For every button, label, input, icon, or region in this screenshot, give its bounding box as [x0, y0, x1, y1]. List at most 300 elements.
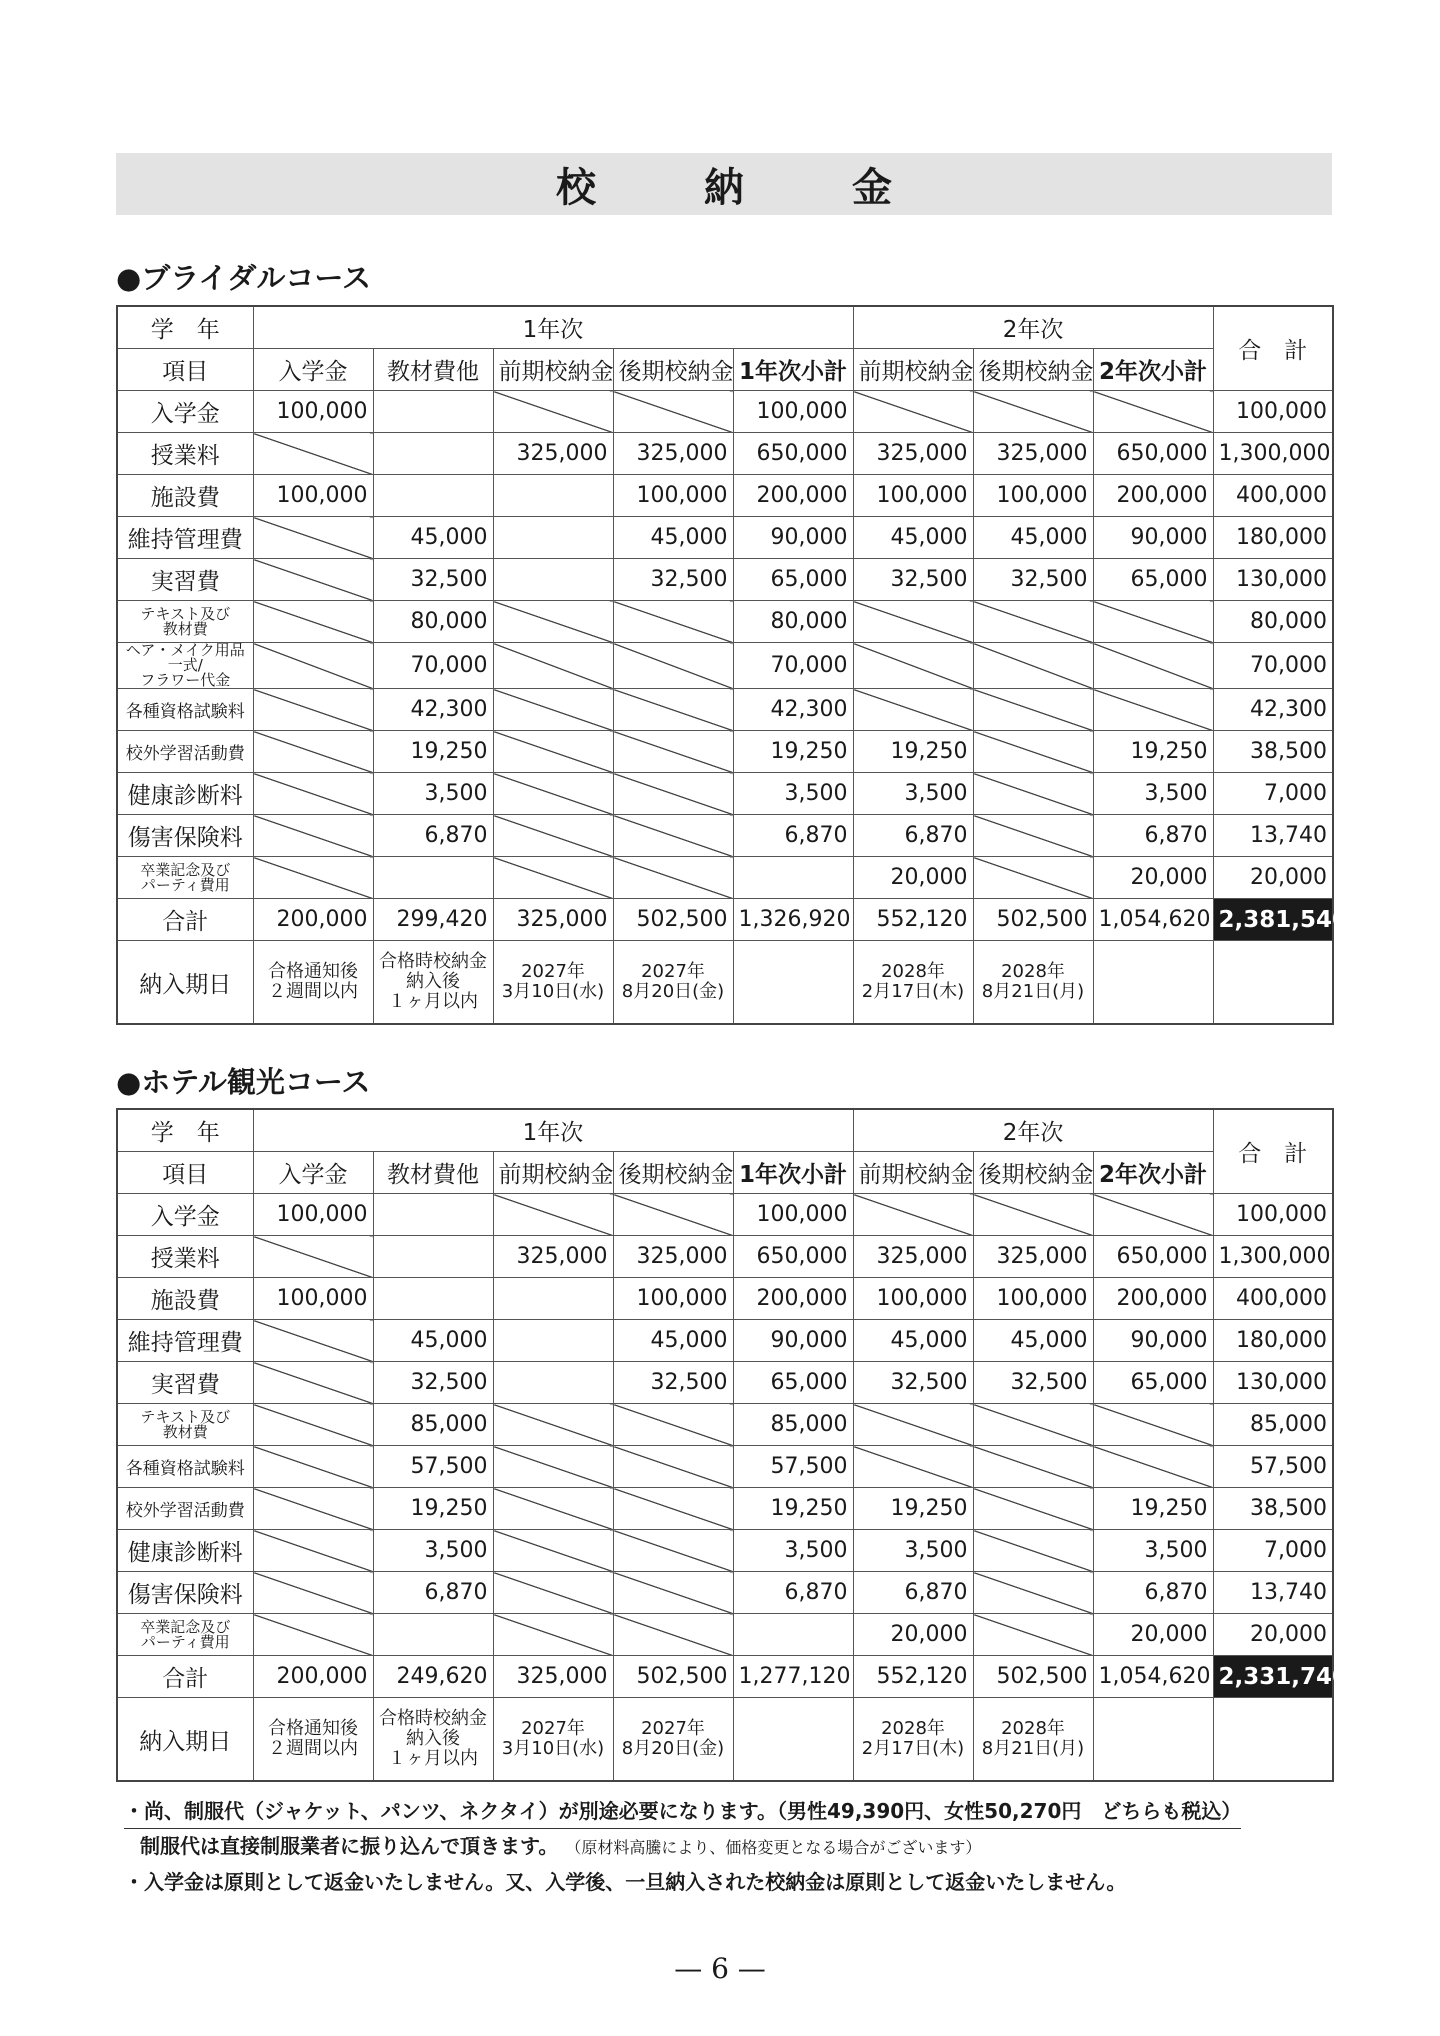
row-total: 20,000 [1213, 1614, 1333, 1656]
table-cell: 3,500 [733, 773, 853, 815]
table-cell [973, 1572, 1093, 1614]
table-row [117, 1194, 1333, 1236]
table-cell [373, 433, 493, 475]
text-line: テキスト及び [140, 604, 231, 623]
table-cell [613, 391, 733, 433]
due-date-cell [1093, 941, 1213, 1025]
table-cell: 650,000 [1093, 433, 1213, 475]
table-cell: 325,000 [613, 1236, 733, 1278]
text-line: 合格通知後 [268, 961, 358, 982]
table-cell [1093, 601, 1213, 643]
table-cell [853, 1446, 973, 1488]
table-cell: 3,500 [733, 1530, 853, 1572]
table-cell [613, 731, 733, 773]
row-total: 180,000 [1213, 517, 1333, 559]
table-cell [1093, 643, 1213, 689]
table-cell: 90,000 [1093, 1320, 1213, 1362]
row-total: 7,000 [1213, 1530, 1333, 1572]
table-cell: 45,000 [973, 517, 1093, 559]
text-line: 卒業記念及び [140, 860, 231, 879]
table-cell: 65,000 [733, 559, 853, 601]
table-cell: 6,870 [853, 1572, 973, 1614]
table-cell: 19,250 [373, 1488, 493, 1530]
note-uniform-payment: 制服代は直接制服業者に振り込んで頂きます。 [140, 1834, 559, 1858]
table-cell: 3,500 [853, 773, 973, 815]
table-cell: 45,000 [613, 517, 733, 559]
text-line: １ヶ月以内 [388, 991, 478, 1012]
table-cell [973, 391, 1093, 433]
table-cell: 200,000 [1093, 1278, 1213, 1320]
table-cell [613, 689, 733, 731]
column-header: 1年次小計 [733, 1152, 853, 1194]
table-cell: 6,870 [733, 815, 853, 857]
table-cell: 3,500 [373, 773, 493, 815]
table-cell: 325,000 [613, 433, 733, 475]
row-label: 入学金 [117, 1194, 253, 1236]
due-date-cell [253, 1698, 373, 1782]
table-cell: 80,000 [733, 601, 853, 643]
row-total: 13,740 [1213, 1572, 1333, 1614]
table-cell [613, 1530, 733, 1572]
table-cell: 200,000 [733, 1278, 853, 1320]
table-cell: 32,500 [373, 1362, 493, 1404]
table-cell [253, 517, 373, 559]
text-line: １ヶ月以内 [388, 1748, 478, 1769]
row-total: 130,000 [1213, 559, 1333, 601]
table-cell [493, 1194, 613, 1236]
header-item-label: 項目 [117, 349, 253, 391]
table-row [117, 1572, 1333, 1614]
table-cell [973, 1614, 1093, 1656]
table-cell: 32,500 [853, 559, 973, 601]
due-date-label: 納入期日 [117, 941, 253, 1025]
table-cell: 3,500 [1093, 773, 1213, 815]
sum-cell: 200,000 [253, 1656, 373, 1698]
table-cell: 85,000 [733, 1404, 853, 1446]
table-cell: 42,300 [373, 689, 493, 731]
column-header: 後期校納金 [613, 1152, 733, 1194]
table-cell [853, 601, 973, 643]
table-cell [493, 1614, 613, 1656]
header-row [117, 349, 1333, 391]
text-line: 2027年 [521, 961, 585, 982]
column-header: 2年次小計 [1093, 349, 1213, 391]
row-label: 入学金 [117, 391, 253, 433]
row-total: 180,000 [1213, 1320, 1333, 1362]
table-cell: 19,250 [853, 731, 973, 773]
row-label: 各種資格試験料 [117, 689, 253, 731]
table-row [117, 643, 1333, 689]
header-year2: 2年次 [853, 306, 1213, 349]
table-cell [493, 1446, 613, 1488]
table-cell: 200,000 [1093, 475, 1213, 517]
row-label [117, 857, 253, 899]
table-row [117, 433, 1333, 475]
header-row [117, 1109, 1333, 1152]
due-date-row [117, 941, 1333, 1025]
table-cell: 32,500 [853, 1362, 973, 1404]
table-cell: 19,250 [733, 1488, 853, 1530]
row-total: 1,300,000 [1213, 1236, 1333, 1278]
table-cell: 100,000 [973, 475, 1093, 517]
table-cell: 19,250 [1093, 731, 1213, 773]
table-cell [613, 1488, 733, 1530]
table-cell [253, 1236, 373, 1278]
table-row [117, 1488, 1333, 1530]
table-row [117, 773, 1333, 815]
text-line: パーティ費用 [140, 1632, 230, 1651]
table-cell: 100,000 [253, 1278, 373, 1320]
table-cell [253, 1404, 373, 1446]
table-cell [253, 689, 373, 731]
table-cell: 90,000 [1093, 517, 1213, 559]
table-cell: 20,000 [853, 1614, 973, 1656]
row-label: 授業料 [117, 433, 253, 475]
text-line: ２週間以内 [268, 1738, 358, 1759]
table-cell [613, 1614, 733, 1656]
text-line: 8月21日(月) [981, 981, 1085, 1002]
table-cell: 45,000 [853, 1320, 973, 1362]
table-cell: 325,000 [973, 433, 1093, 475]
due-date-cell [853, 1698, 973, 1782]
table-cell [493, 731, 613, 773]
text-line: 合格時校納金 [379, 1708, 487, 1729]
row-label: 施設費 [117, 475, 253, 517]
table-cell [253, 1488, 373, 1530]
row-total: 130,000 [1213, 1362, 1333, 1404]
table-cell: 20,000 [853, 857, 973, 899]
column-header: 2年次小計 [1093, 1152, 1213, 1194]
due-date-label: 納入期日 [117, 1698, 253, 1782]
table-cell: 80,000 [373, 601, 493, 643]
table-cell [613, 1572, 733, 1614]
table-cell: 70,000 [373, 643, 493, 689]
table-cell: 90,000 [733, 1320, 853, 1362]
due-date-cell [733, 1698, 853, 1782]
table-cell [253, 731, 373, 773]
text-line: 納入後 [406, 971, 460, 992]
row-label: 授業料 [117, 1236, 253, 1278]
table-cell [1093, 689, 1213, 731]
page-number: — 6 — [674, 1952, 766, 1985]
table-cell [853, 643, 973, 689]
table-cell: 325,000 [493, 433, 613, 475]
due-date-cell [373, 1698, 493, 1782]
text-line: 8月20日(金) [621, 1738, 725, 1759]
table-cell [253, 559, 373, 601]
header-year1: 1年次 [253, 1109, 853, 1152]
table-cell: 325,000 [853, 1236, 973, 1278]
table-cell [613, 773, 733, 815]
sum-cell: 1,277,120 [733, 1656, 853, 1698]
table-cell: 100,000 [733, 391, 853, 433]
row-total: 38,500 [1213, 1488, 1333, 1530]
row-label: 校外学習活動費 [117, 1488, 253, 1530]
sum-cell: 325,000 [493, 899, 613, 941]
row-total: 57,500 [1213, 1446, 1333, 1488]
table-cell: 32,500 [373, 559, 493, 601]
column-header: 入学金 [253, 1152, 373, 1194]
table-cell [253, 1362, 373, 1404]
table-row [117, 601, 1333, 643]
table-cell [253, 1446, 373, 1488]
table-cell: 6,870 [1093, 815, 1213, 857]
table-cell: 45,000 [373, 1320, 493, 1362]
table-cell [253, 643, 373, 689]
sum-cell: 1,054,620 [1093, 899, 1213, 941]
sum-cell: 502,500 [973, 1656, 1093, 1698]
column-header: 教材費他 [373, 1152, 493, 1194]
table-row [117, 475, 1333, 517]
table-cell: 325,000 [973, 1236, 1093, 1278]
table-cell: 3,500 [1093, 1530, 1213, 1572]
table-cell [493, 857, 613, 899]
text-line: 2月17日(木) [861, 981, 965, 1002]
grand-total: 2,381,540 [1213, 899, 1333, 941]
column-header: 後期校納金 [973, 349, 1093, 391]
table-cell [373, 391, 493, 433]
table-cell [493, 1572, 613, 1614]
text-line: フラワー代金 [140, 671, 231, 689]
table-cell [253, 1530, 373, 1572]
text-line: 8月20日(金) [621, 981, 725, 1002]
row-label [117, 643, 253, 689]
due-date-cell [373, 941, 493, 1025]
text-line: 2028年 [881, 1718, 945, 1739]
table-row [117, 1404, 1333, 1446]
table-cell [973, 643, 1093, 689]
sum-cell: 249,620 [373, 1656, 493, 1698]
row-label: 実習費 [117, 1362, 253, 1404]
text-line: 2027年 [641, 1718, 705, 1739]
header-item-label: 項目 [117, 1152, 253, 1194]
table-row [117, 517, 1333, 559]
text-line: 合格時校納金 [379, 951, 487, 972]
text-line: 2028年 [881, 961, 945, 982]
table-row [117, 857, 1333, 899]
table-row [117, 1236, 1333, 1278]
table-cell: 20,000 [1093, 1614, 1213, 1656]
text-line: 2月17日(木) [861, 1738, 965, 1759]
row-label: 施設費 [117, 1278, 253, 1320]
table-row [117, 1446, 1333, 1488]
sum-cell: 552,120 [853, 1656, 973, 1698]
table-row [117, 731, 1333, 773]
due-date-cell [853, 941, 973, 1025]
table-cell: 650,000 [1093, 1236, 1213, 1278]
sum-cell: 299,420 [373, 899, 493, 941]
fee-table-hotel [116, 1108, 1349, 1782]
table-cell: 100,000 [253, 475, 373, 517]
row-total: 13,740 [1213, 815, 1333, 857]
table-cell: 6,870 [1093, 1572, 1213, 1614]
due-date-cell [1093, 1698, 1213, 1782]
table-row [117, 1278, 1333, 1320]
table-cell [613, 1404, 733, 1446]
table-row [117, 1530, 1333, 1572]
table-cell: 325,000 [853, 433, 973, 475]
header-total: 合 計 [1213, 1109, 1333, 1194]
table-cell [733, 857, 853, 899]
section-title-hotel: ●ホテル観光コース [116, 1065, 371, 1099]
column-header: 前期校納金 [493, 349, 613, 391]
due-date-cell [253, 941, 373, 1025]
table-cell: 45,000 [853, 517, 973, 559]
table-cell [493, 475, 613, 517]
row-label: 実習費 [117, 559, 253, 601]
due-date-cell [493, 1698, 613, 1782]
table-cell: 100,000 [733, 1194, 853, 1236]
header-row [117, 306, 1333, 349]
table-cell [973, 601, 1093, 643]
table-cell [973, 857, 1093, 899]
row-total: 80,000 [1213, 601, 1333, 643]
sum-cell: 325,000 [493, 1656, 613, 1698]
sum-cell: 1,054,620 [1093, 1656, 1213, 1698]
due-date-cell [973, 1698, 1093, 1782]
column-header: 教材費他 [373, 349, 493, 391]
text-line: 2028年 [1001, 961, 1065, 982]
table-cell [973, 1530, 1093, 1572]
table-cell: 57,500 [733, 1446, 853, 1488]
table-row [117, 1614, 1333, 1656]
column-header: 前期校納金 [853, 349, 973, 391]
fee-table-bridal [116, 305, 1349, 1025]
header-row [117, 1152, 1333, 1194]
table-cell: 100,000 [613, 1278, 733, 1320]
table-cell [493, 601, 613, 643]
row-total: 1,300,000 [1213, 433, 1333, 475]
row-label: 維持管理費 [117, 517, 253, 559]
table-cell: 325,000 [493, 1236, 613, 1278]
text-line: ２週間以内 [268, 981, 358, 1002]
table-cell [973, 731, 1093, 773]
text-line: 納入後 [406, 1728, 460, 1749]
table-cell [253, 815, 373, 857]
table-cell [613, 643, 733, 689]
table-cell: 45,000 [973, 1320, 1093, 1362]
row-label: 維持管理費 [117, 1320, 253, 1362]
table-cell: 65,000 [733, 1362, 853, 1404]
due-date-total-cell [1213, 941, 1333, 1025]
due-date-row [117, 1698, 1333, 1782]
table-cell: 19,250 [1093, 1488, 1213, 1530]
text-line: パーティ費用 [140, 875, 230, 894]
section-title-bridal: ●ブライダルコース [116, 261, 371, 295]
table-cell [493, 1278, 613, 1320]
table-cell [253, 773, 373, 815]
due-date-cell [493, 941, 613, 1025]
table-cell: 6,870 [373, 1572, 493, 1614]
text-line: 2028年 [1001, 1718, 1065, 1739]
note-refund: ・入学金は原則として返金いたしません。又、入学後、一旦納入された校納金は原則として返金いたしません。 [124, 1870, 1127, 1894]
table-cell [253, 601, 373, 643]
table-cell [493, 559, 613, 601]
table-cell: 65,000 [1093, 559, 1213, 601]
table-cell [493, 773, 613, 815]
text-line: ヘア・メイク用品一式/ [125, 641, 245, 674]
row-label [117, 1614, 253, 1656]
sum-label: 合計 [117, 899, 253, 941]
row-total: 100,000 [1213, 391, 1333, 433]
due-date-cell [613, 1698, 733, 1782]
row-total: 42,300 [1213, 689, 1333, 731]
sum-row [117, 1656, 1333, 1698]
row-total: 400,000 [1213, 1278, 1333, 1320]
table-cell [253, 857, 373, 899]
table-cell [853, 391, 973, 433]
table-cell: 32,500 [973, 559, 1093, 601]
due-date-total-cell [1213, 1698, 1333, 1782]
table-cell: 100,000 [253, 391, 373, 433]
column-header: 後期校納金 [613, 349, 733, 391]
table-cell [853, 1404, 973, 1446]
table-cell [373, 1614, 493, 1656]
table-cell: 200,000 [733, 475, 853, 517]
table-cell: 6,870 [373, 815, 493, 857]
grand-total: 2,331,740 [1213, 1656, 1333, 1698]
table-cell: 19,250 [733, 731, 853, 773]
header-year-label: 学 年 [117, 306, 253, 349]
table-cell: 32,500 [973, 1362, 1093, 1404]
table-cell: 85,000 [373, 1404, 493, 1446]
text-line: 2027年 [521, 1718, 585, 1739]
table-cell [973, 815, 1093, 857]
due-date-cell [613, 941, 733, 1025]
table-row [117, 1362, 1333, 1404]
table-cell [493, 689, 613, 731]
sum-label: 合計 [117, 1656, 253, 1698]
table-row [117, 391, 1333, 433]
sum-cell: 502,500 [613, 1656, 733, 1698]
table-cell: 100,000 [973, 1278, 1093, 1320]
table-cell [973, 773, 1093, 815]
text-line: テキスト及び [140, 1407, 231, 1426]
table-cell [973, 1446, 1093, 1488]
row-label: 傷害保険料 [117, 815, 253, 857]
header-year1: 1年次 [253, 306, 853, 349]
text-line: 8月21日(月) [981, 1738, 1085, 1759]
row-label: 健康診断料 [117, 1530, 253, 1572]
table-cell [973, 1404, 1093, 1446]
table-cell [973, 1194, 1093, 1236]
table-row [117, 689, 1333, 731]
table-cell: 100,000 [853, 475, 973, 517]
header-year-label: 学 年 [117, 1109, 253, 1152]
table-cell [613, 857, 733, 899]
table-cell [733, 1614, 853, 1656]
text-line: 教材費 [162, 619, 208, 638]
table-cell [973, 1488, 1093, 1530]
table-cell [253, 1320, 373, 1362]
row-total: 38,500 [1213, 731, 1333, 773]
table-cell: 45,000 [613, 1320, 733, 1362]
table-cell [613, 601, 733, 643]
row-total: 100,000 [1213, 1194, 1333, 1236]
table-cell [493, 1404, 613, 1446]
table-row [117, 559, 1333, 601]
table-cell: 100,000 [253, 1194, 373, 1236]
table-cell: 19,250 [373, 731, 493, 773]
table-cell: 32,500 [613, 559, 733, 601]
table-cell: 100,000 [613, 475, 733, 517]
table-cell [253, 1614, 373, 1656]
table-cell: 42,300 [733, 689, 853, 731]
table-cell [373, 1236, 493, 1278]
table-cell [373, 1194, 493, 1236]
table-cell: 6,870 [853, 815, 973, 857]
sum-cell: 552,120 [853, 899, 973, 941]
